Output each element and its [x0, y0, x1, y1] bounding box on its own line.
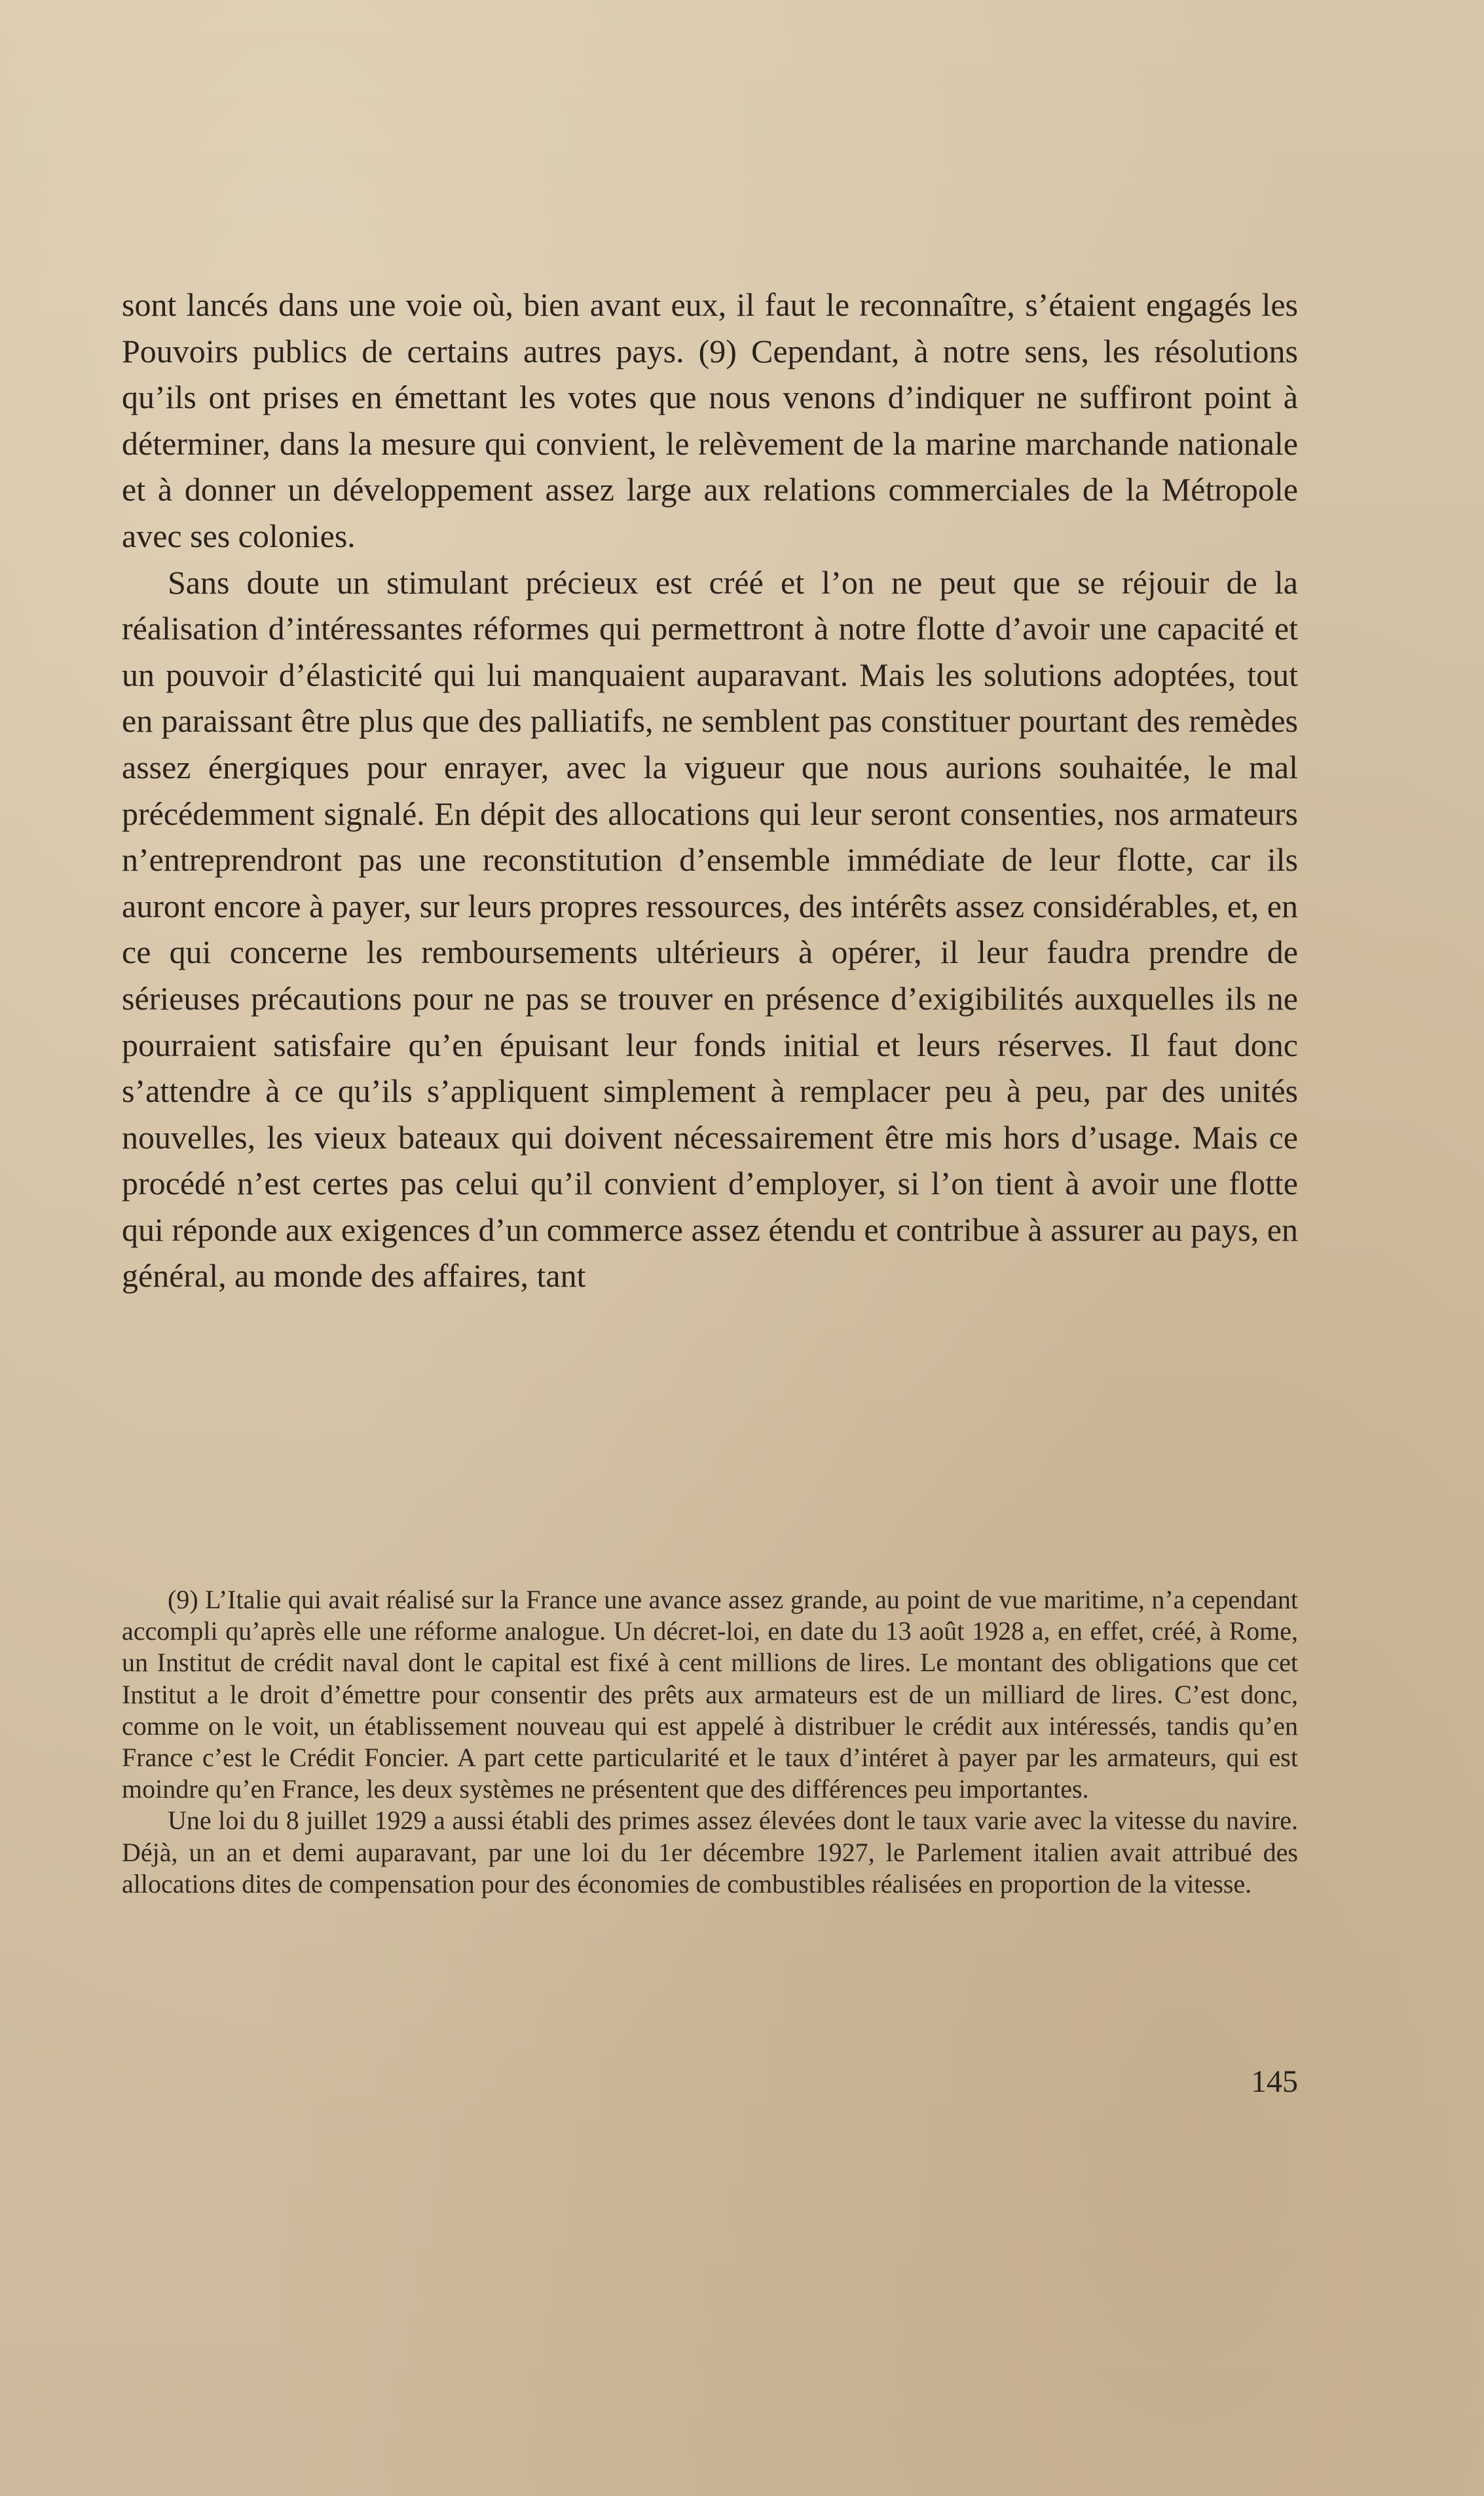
paragraph-continuation: sont lancés dans une voie où, bien avant eux, il faut le reconnaître, s’étaient engagés les Pouvoirs publics de certains autres pays. (9) Cependant, à notre sens, les résolutions qu’ils ont prises en émettant les votes que nous venons d’indiquer ne suffiront point à déterminer, dans la mesure qui convient, le relèvement de la marine marchande nationale et à donner un développement assez large aux relations commerciales de la Métropole avec ses colonies.: [122, 286, 1298, 554]
footnote-9: (9) L’Italie qui avait réalisé sur la France une avance assez grande, au point de vue maritime, n’a cependant accompli qu’après elle une réforme analogue. Un décret-loi, en date du 13 août 1928 a, en effet, créé, à Rome, un Institut de crédit naval dont le capital est fixé à cent millions de lires. Le montant des obligations que cet Institut a le droit d’émettre pour consentir des prêts aux armateurs est de un milliard de lires. C’est donc, comme on le voit, un établissement nouveau qui est appelé à distribuer le crédit aux intéressés, tandis qu’en France c’est le Crédit Foncier. A part cette particularité et le taux d’intéret à payer par les armateurs, qui est moindre qu’en France, les deux systèmes ne présentent que des différences peu importantes.: [122, 1585, 1298, 1804]
paragraph-body: Sans doute un stimulant précieux est créé et l’on ne peut que se réjouir de la réalisation d’intéressantes réformes qui permettront à notre flotte d’avoir une capacité et un pouvoir d’élasticité qui lui manquaient auparavant. Mais les solutions adoptées, tout en paraissant être plus que des palliatifs, ne semblent pas constituer pourtant des remèdes assez énergiques pour enrayer, avec la vigueur que nous aurions souhaitée, le mal précédemment signalé. En dépit des allocations qui leur seront consenties, nos armateurs n’entreprendront pas une reconstitution d’ensemble immédiate de leur flotte, car ils auront encore à payer, sur leurs propres ressources, des intérêts assez considérables, et, en ce qui concerne les remboursements ultérieurs à opérer, il leur faudra prendre de sérieuses précautions pour ne pas se trouver en présence d’exigibilités auxquelles ils ne pourraient satisfaire qu’en épuisant leur fonds initial et leurs réserves. Il faut donc s’attendre à ce qu’ils s’appliquent simplement à remplacer peu à peu, par des unités nouvelles, les vieux bateaux qui doivent nécessairement être mis hors d’usage. Mais ce procédé n’est certes pas celui qu’il convient d’employer, si l’on tient à avoir une flotte qui réponde aux exigences d’un commerce assez étendu et contribue à assurer au pays, en général, au monde des affaires, tant: [122, 563, 1298, 1295]
footnotes: [122, 1584, 1298, 1900]
page-number: 145: [1251, 2064, 1298, 2099]
main-text: [122, 282, 1298, 1299]
footnote-9-continuation: Une loi du 8 juillet 1929 a aussi établi des primes assez élevées dont le taux varie avec la vitesse du navire. Déjà, un an et demi auparavant, par une loi du 1er décembre 1927, le Parlement italien avait attribué des allocations dites de compensation pour des économies de combustibles réalisées en proportion de la vitesse.: [122, 1806, 1298, 1899]
